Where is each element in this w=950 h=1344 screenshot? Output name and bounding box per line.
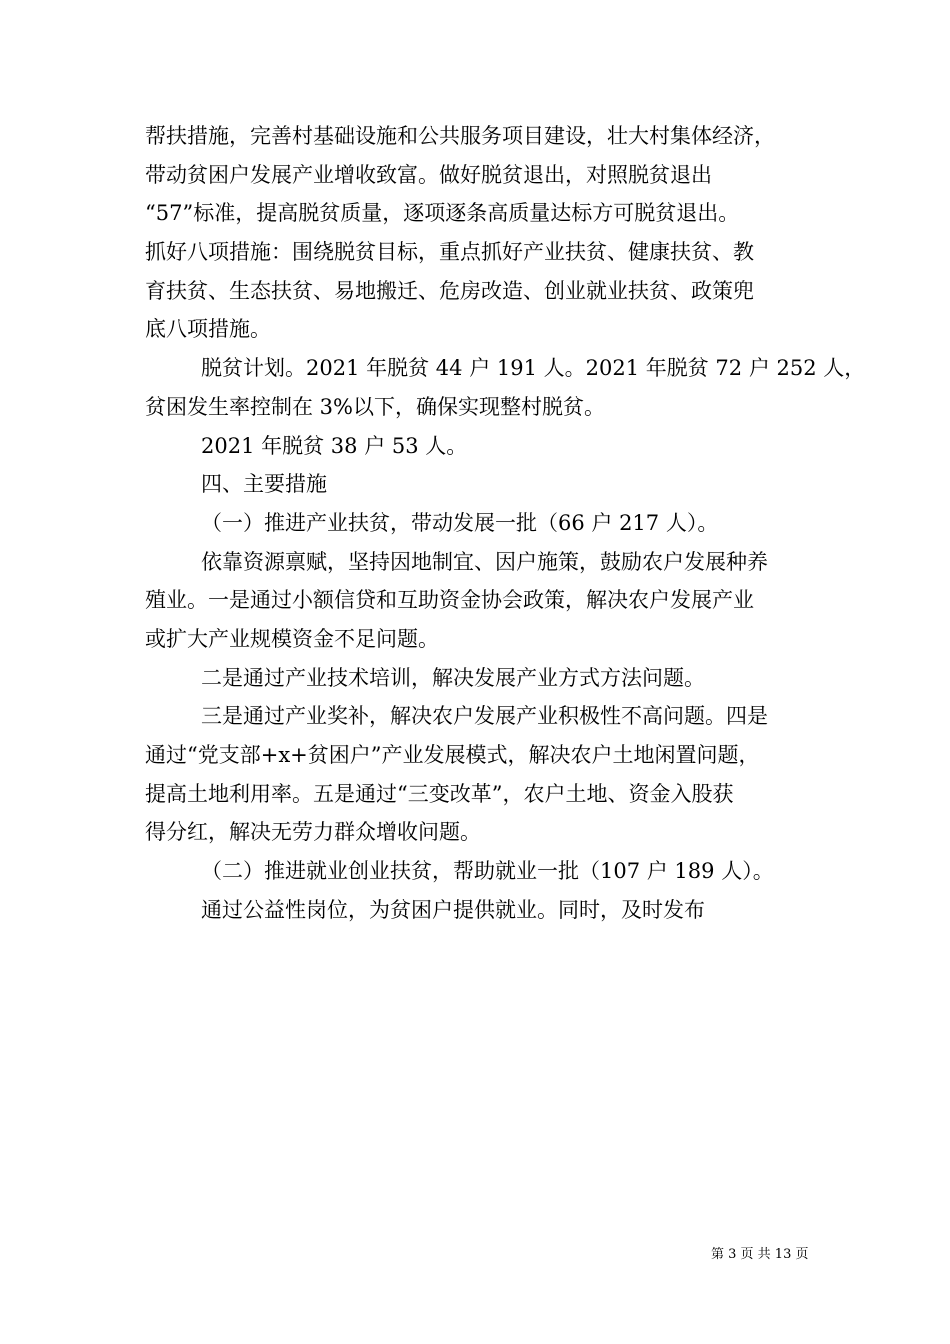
document-body — [145, 117, 866, 929]
text-line: 2021 年脱贫 38 户 53 人。 — [201, 433, 468, 458]
text-line: 得分红，解决无劳力群众增收问题。 — [145, 820, 481, 845]
text-line: 帮扶措施，完善村基础设施和公共服务项目建设，壮大村集体经济， — [145, 124, 775, 148]
text-line: 育扶贫、生态扶贫、易地搬迁、危房改造、创业就业扶贫、政策兜 — [145, 278, 754, 303]
text-line: 通过公益性岗位，为贫困户提供就业。同时，及时发布 — [201, 897, 705, 922]
section-heading: 四、主要措施 — [201, 472, 327, 497]
subsection-heading: （二）推进就业创业扶贫，帮助就业一批（107 户 189 人）。 — [201, 859, 774, 884]
text-line: 带动贫困户发展产业增收致富。做好脱贫退出，对照脱贫退出 — [145, 162, 712, 187]
text-line: 殖业。一是通过小额信贷和互助资金协会政策，解决农户发展产业 — [145, 588, 754, 613]
text-line: 依靠资源禀赋，坚持因地制宜、因户施策，鼓励农户发展种养 — [201, 549, 768, 574]
text-line: 脱贫计划。2021 年脱贫 44 户 191 人。2021 年脱贫 72 户 252 人， — [201, 356, 866, 381]
text-line: 通过“党支部+x+贫困户”产业发展模式，解决农户土地闲置问题， — [145, 743, 760, 767]
text-line: 抓好八项措施：围绕脱贫目标，重点抓好产业扶贫、健康扶贫、教 — [145, 240, 754, 265]
text-line: 三是通过产业奖补，解决农户发展产业积极性不高问题。四是 — [201, 704, 768, 729]
text-line: 贫困发生率控制在 3%以下，确保实现整村脱贫。 — [145, 394, 605, 419]
text-line: 或扩大产业规模资金不足问题。 — [145, 626, 439, 651]
text-line: 二是通过产业技术培训，解决发展产业方式方法问题。 — [201, 665, 705, 690]
text-line: “57”标准，提高脱贫质量，逐项逐条高质量达标方可脱贫退出。 — [145, 201, 740, 226]
subsection-heading: （一）推进产业扶贫，带动发展一批（66 户 217 人）。 — [201, 510, 719, 535]
text-line: 提高土地利用率。五是通过“三变改革”，农户土地、资金入股获 — [145, 781, 734, 806]
text-line: 底八项措施。 — [145, 317, 271, 342]
page-number-footer: 第 3 页 共 13 页 — [711, 1247, 809, 1262]
